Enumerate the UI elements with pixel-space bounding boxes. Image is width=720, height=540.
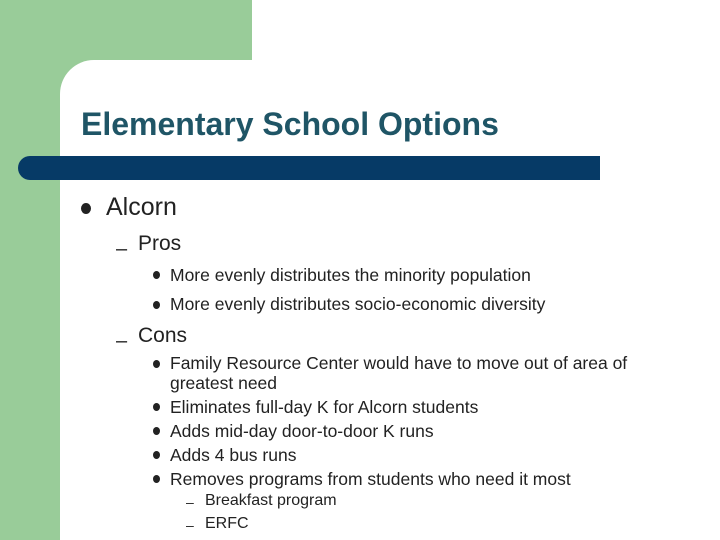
pros-item: More evenly distributes socio-economic diversity <box>170 294 546 314</box>
bullet-alcorn: Alcorn <box>106 193 177 221</box>
bullet-dot-icon <box>153 475 160 483</box>
bullet-dot-icon <box>81 203 91 214</box>
bullet-dot-icon <box>153 360 160 368</box>
bullet-dot-icon <box>153 271 160 279</box>
dash-icon: – <box>186 494 194 510</box>
cons-item: Removes programs from students who need it most <box>170 469 571 489</box>
sub-heading-pros: Pros <box>138 232 182 255</box>
cons-item-continuation: greatest need <box>170 373 278 393</box>
cons-item: Adds mid-day door-to-door K runs <box>170 421 434 441</box>
sub-item: Breakfast program <box>205 492 337 509</box>
pros-item: More evenly distributes the minority population <box>170 265 531 285</box>
title-underline-bar <box>18 156 600 180</box>
dash-icon: – <box>116 238 128 260</box>
slide-title: Elementary School Options <box>81 106 499 142</box>
dash-icon: – <box>116 330 128 352</box>
cons-item: Adds 4 bus runs <box>170 445 297 465</box>
bullet-dot-icon <box>153 403 160 411</box>
sub-heading-cons: Cons <box>138 324 188 347</box>
cons-item: Eliminates full-day K for Alcorn students <box>170 397 479 417</box>
dash-icon: – <box>186 517 194 533</box>
bullet-dot-icon <box>153 451 160 459</box>
cons-item: Family Resource Center would have to move out of area of <box>170 353 628 373</box>
bullet-dot-icon <box>153 301 160 309</box>
sub-item: ERFC <box>205 515 249 532</box>
bullet-dot-icon <box>153 427 160 435</box>
